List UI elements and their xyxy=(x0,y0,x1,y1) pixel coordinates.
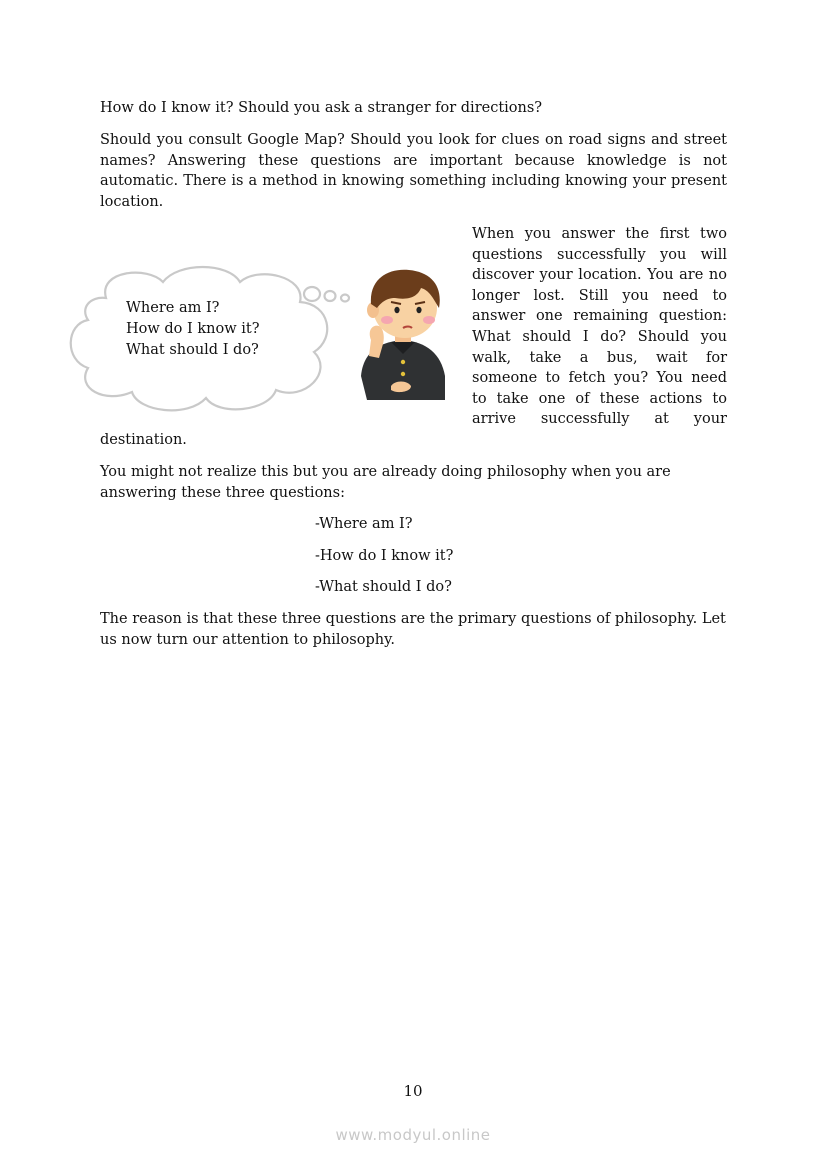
page-number: 10 xyxy=(403,1082,423,1100)
thought-bubble xyxy=(68,260,358,415)
thought-line-what: What should I do? xyxy=(126,341,259,358)
right-column-paragraph: When you answer the first two questions successfully you will discover your location. You are no longer lost. Still you need to answer one remaining question: What should I do? Should you walk, take a bus, wait for someone to fetch you? You need to take one of these actions to arrive successfully at your xyxy=(472,226,727,428)
question-item-what: -What should I do? xyxy=(315,579,452,595)
consult-paragraph: Should you consult Google Map? Should you look for clues on road signs and street names? Answering these questions are important because knowledge is not automatic. There is a method in knowing something including knowing your present location. xyxy=(100,132,727,210)
thinking-student-illustration xyxy=(355,268,450,403)
intro-question-paragraph: How do I know it? Should you ask a stranger for directions? xyxy=(100,100,543,116)
destination-text: destination. xyxy=(100,432,187,448)
question-item-how: -How do I know it? xyxy=(315,548,454,564)
watermark-text: www.modyul.online xyxy=(335,1126,491,1144)
question-item-where: -Where am I? xyxy=(315,516,413,532)
thought-line-how: How do I know it? xyxy=(126,320,260,337)
realize-paragraph: You might not realize this but you are already doing philosophy when you are answering these three questions: xyxy=(100,464,671,501)
thought-line-where: Where am I? xyxy=(126,300,220,316)
reason-paragraph: The reason is that these three questions are the primary questions of philosophy. Let us now turn our attention to philosophy. xyxy=(100,611,726,648)
thought-bubble-text xyxy=(126,298,259,360)
